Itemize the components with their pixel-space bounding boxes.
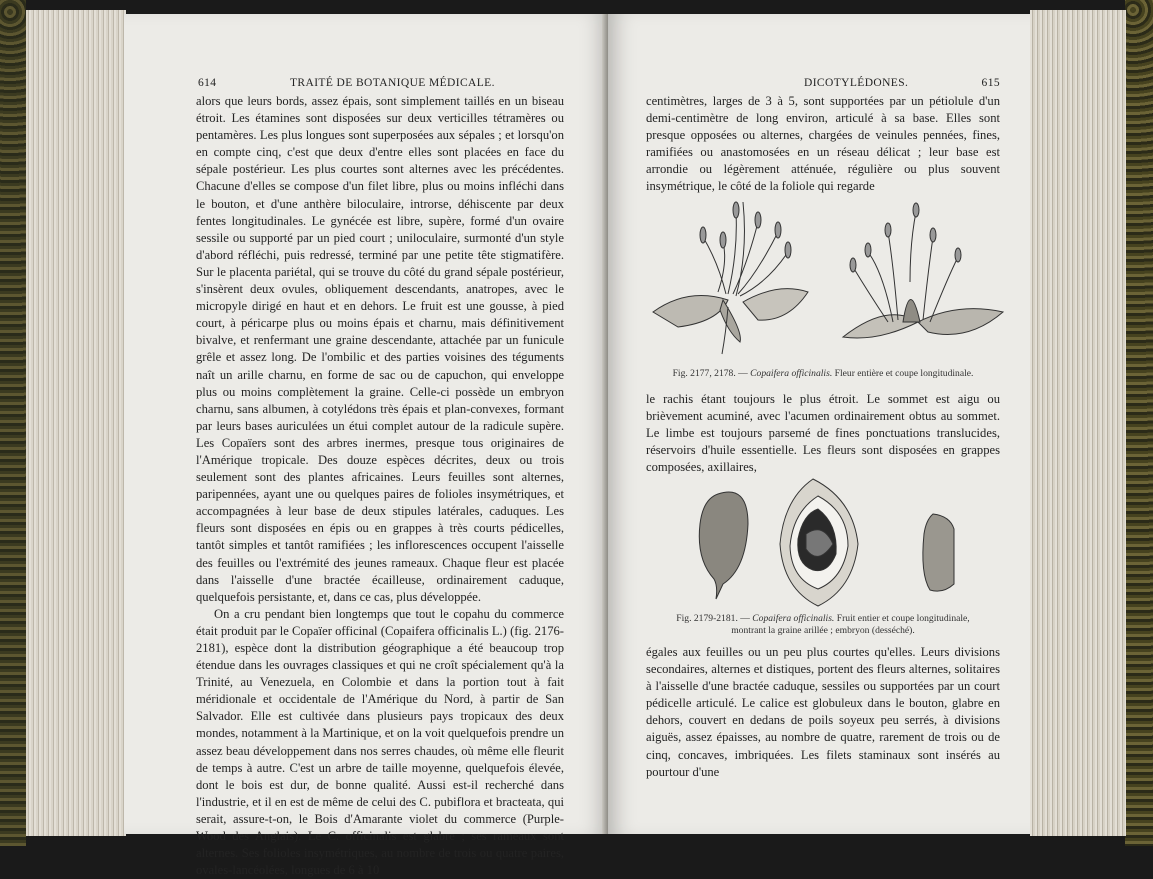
right-paragraph-bottom: égales aux feuilles ou un peu plus courtes qu'elles. Leurs divisions secondaires, alternes et distiques, portent des fleurs alternes, solitaires à l'aisselle d'une bractée caduque, sessiles ou supportées par un court pédicelle articulé. Le calice est globuleux dans le bouton, glabre en dehors, couvert en dedans de poils soyeux peu serrés, à divisions aiguës, assez épaisses, au nombre de quatre, rarement de trois ou de cinq, concaves, imbriquées. Les filets staminaux sont insérés au pourtour d'une [646, 645, 1000, 779]
figure-flower-caption [646, 368, 1000, 380]
left-page [124, 14, 608, 878]
right-paragraph-top: centimètres, larges de 3 à 5, sont supportées par un pétiolule d'un demi-centimètre de long environ, articulé à sa base. Elles sont presque opposées ou alternes, chargées de veinules pennées, fines, ramifiées ou anastomosées en un réseau délicat ; leur base est arrondie ou légèrement atténuée, régulière ou plus souvent insymétrique, le côté de la foliole qui regarde [646, 94, 1000, 194]
page-edges-left [26, 10, 126, 836]
figure-fruit-illustration [688, 474, 978, 609]
left-paragraph-2: On a cru pendant bien longtemps que tout le copahu du commerce était produit par le Copaïer officinal (Copaifera officinalis L.) (fig. 2176-2181), espèce dont la distribution géographique a été beaucoup trop étendue dans les ouvrages classiques et qui ne croît spécialement qu'à la Trinité, au Venezuela, en Colombie et dans la portion tout à fait méridionale et occidentale de l'Amérique du Nord, à partir de San Salvador. Elle est cultivée dans plusieurs pays tropicaux des deux mondes, notamment à la Martinique, et on la voit quelquefois prendre un assez beau développement dans nos serres chaudes, où même elle fleurit de temps à autre. C'est un arbre de taille moyenne, quelquefois élevée, dont le bois est dur, de bonne qualité. Aussi est-il recherché dans l'industrie, et il en est de même de celui des C. pubiflora et bracteata, qui serait, assure-t-on, le Bois d'Amarante violet du commerce (Purple-Wood des Anglais). Le C. officinalis est glabre ; ses rameaux sont alternes. Ses folioles insymétriques, au nombre de trois ou quatre paires, ovales-lancéolées, longues de 6 à 10 [196, 606, 564, 878]
right-page [608, 14, 1030, 834]
figure-fruit-caption [646, 613, 1000, 637]
page-edges-right [1030, 10, 1126, 836]
book-cover-right [1125, 0, 1153, 846]
book-cover-left [0, 0, 26, 846]
left-page-number: 614 [198, 77, 217, 89]
figure-flower-caption-species: Copaifera officinalis. [750, 368, 833, 379]
left-paragraph-1: alors que leurs bords, assez épais, sont simplement taillés en un biseau étroit. Les étamines sont disposées sur deux verticilles tétramères ou pentamères. Les plus longues sont superposées aux sépales ; et lorsqu'on en compte cinq, c'est que deux d'entre elles sont placées en face du sépale postérieur. Les plus courtes sont alternes avec les précédentes. Chacune d'elles se compose d'un filet libre, plus ou moins infléchi dans le bouton, et d'une anthère biloculaire, introrse, déhiscente par deux fentes longitudinales. Le gynécée est libre, supère, formé d'un ovaire sessile ou supporté par un pied court ; uniloculaire, surmonté d'un style d'abord réfléchi, puis redressé, terminé par une petite tête stigmatifère. Sur le placenta pariétal, qui se trouve du côté du grand sépale postérieur, s'insèrent deux ovules, obliquement descendants, anatropes, avec le micropyle dirigé en haut et en dehors. Le fruit est une gousse, à pied court, à péricarpe plus ou moins épais et charnu, mais définitivement bivalve, et renfermant une graine descendante, attachée par un funicule grêle et assez long. De l'ombilic et des parties voisines des téguments naît un arille charnu, en forme de sac ou de capuchon, qui enveloppe plus ou moins complètement la graine. Celle-ci possède un embryon charnu, sans albumen, à cotylédons très épais et plan-convexes, formant par leurs bases auriculées un étui complet autour de la radicule supère. Les Copaïers sont des arbres inermes, presque tous originaires de l'Amérique tropicale. Des douze espèces décrites, deux ou trois seulement sont des plantes africaines. Leurs feuilles sont alternes, paripennées, ayant une ou quelques paires de folioles insymétriques, et accompagnées à leur base de deux stipules latérales, caduques. Les fleurs sont disposées en épis ou en grappes à très courts pédicelles, tantôt simples et tantôt ramifiées ; les inflorescences occupent l'aisselle des feuilles ou l'extrémité des jeunes rameaux. Chaque fleur est placée dans l'aisselle d'une bractée écailleuse, ordinairement caduque, quelquefois persistante, et, dans ce cas, plus développée. [196, 94, 564, 604]
figure-flower-caption-label: Fig. 2177, 2178. — [672, 368, 748, 379]
right-text-top [646, 93, 1000, 196]
figure-fruit-caption-text: Fruit entier et coupe longitudinale, [836, 613, 970, 624]
right-running-title: DICOTYLÉDONES. [804, 77, 909, 89]
figure-fruit-caption-label: Fig. 2179-2181. — [676, 613, 750, 624]
left-running-title: TRAITÉ DE BOTANIQUE MÉDICALE. [290, 77, 495, 89]
figure-flower-caption-text: Fleur entière et coupe longitudinale. [834, 368, 974, 379]
right-paragraph-middle: le rachis étant toujours le plus étroit. Le sommet est aigu ou brièvement acuminé, avec l'acumen ordinairement obtus au sommet. Le limbe est toujours parsemé de fines ponctuations translucides, réservoirs d'huile essentielle. Les fleurs sont disposées en grappes composées, axillaires, [646, 392, 1000, 475]
right-text-bottom [646, 644, 1000, 781]
right-page-number: 615 [981, 77, 1000, 89]
right-text-middle [646, 391, 1000, 476]
figure-flower-illustration [648, 182, 1008, 358]
figure-fruit-caption-species: Copaifera officinalis. [752, 613, 835, 624]
left-page-body [196, 93, 564, 879]
figure-fruit-caption-line2: montrant la graine arillée ; embryon (desséché). [731, 625, 915, 636]
